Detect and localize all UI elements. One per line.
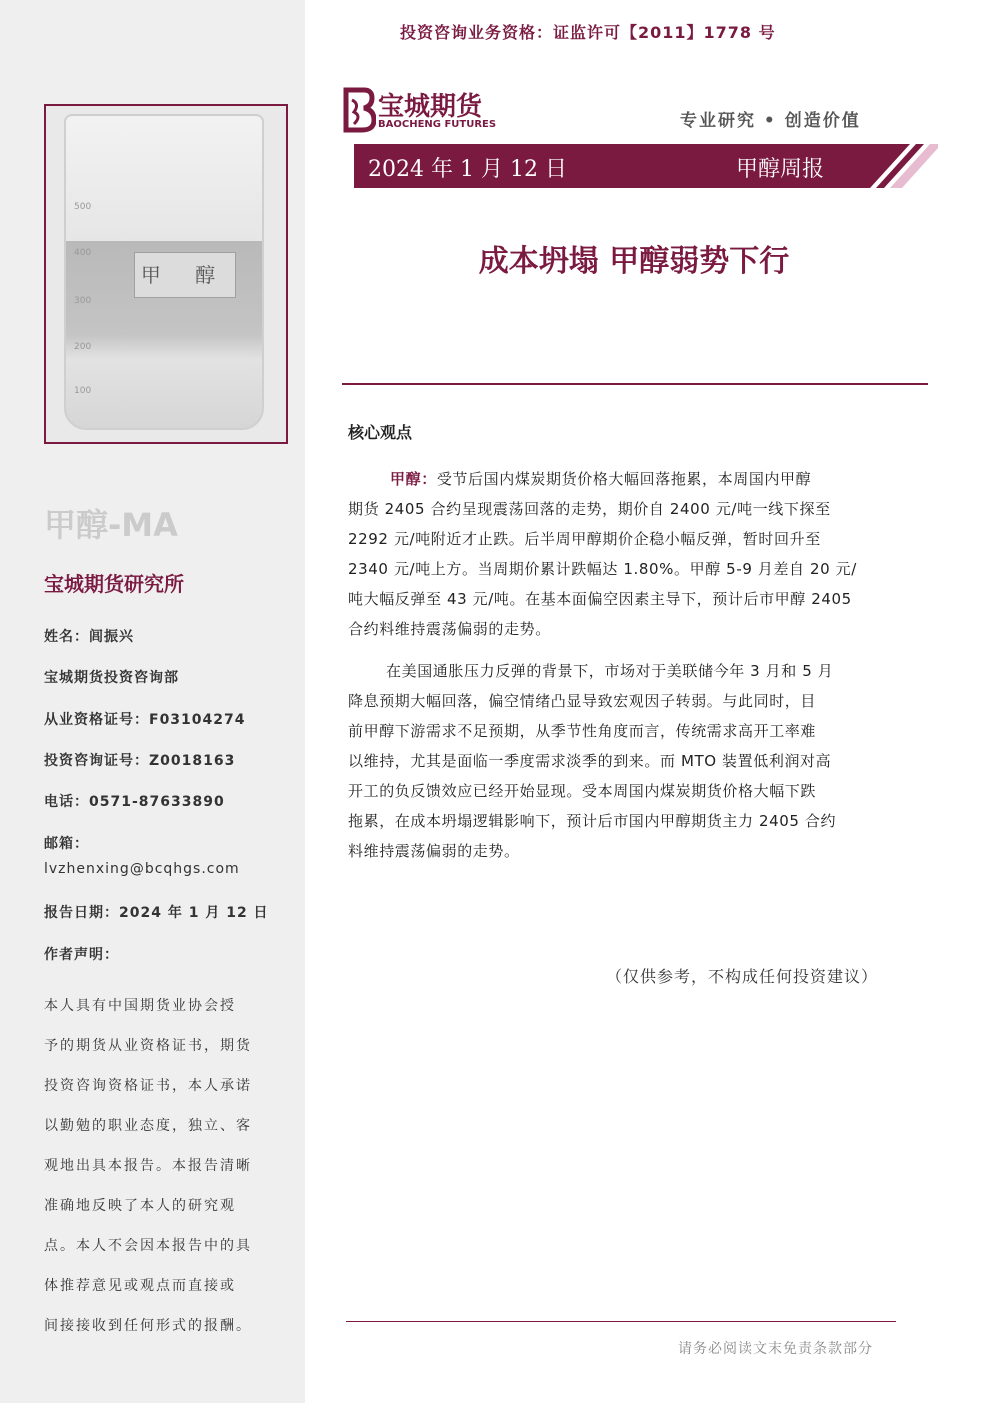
title-divider [342, 383, 928, 385]
paragraph-keyword: 甲醇： [390, 470, 437, 488]
email-address[interactable]: lvzhenxing@bcqhgs.com [44, 861, 240, 877]
product-code: 甲醇-MA [44, 506, 178, 544]
paragraph-line: 料维持震荡偏弱的走势。 [348, 842, 520, 860]
statement-line: 本人具有中国期货业协会授 [44, 998, 236, 1014]
footer-note: 请务必阅读文末免责条款部分 [678, 1341, 873, 1357]
paragraph-line: 2292 元/吨附近才止跌。后半周甲醇期价企稳小幅反弹，暂时回升至 [348, 530, 821, 548]
statement-line: 准确地反映了本人的研究观 [44, 1198, 236, 1214]
report-title: 成本坍塌 甲醇弱势下行 [478, 244, 790, 279]
paragraph-line: 开工的负反馈效应已经开始显现。受本周国内煤炭期货价格大幅下跌 [348, 782, 817, 800]
paragraph-line: 合约料维持震荡偏弱的走势。 [348, 620, 551, 638]
banner-date: 2024 年 1 月 12 日 [368, 157, 567, 182]
paragraph-line: 前甲醇下游需求不足预期，从季节性角度而言，传统需求高开工率难 [348, 722, 817, 740]
slogan: 专业研究 • 创造价值 [680, 111, 861, 131]
license-text: 投资咨询业务资格：证监许可【2011】1778 号 [400, 23, 776, 42]
section-title: 核心观点 [348, 423, 413, 442]
paragraph-line [348, 468, 904, 489]
methanol-photo [44, 104, 288, 444]
company-logo [342, 86, 512, 136]
statement-line: 投资咨询资格证书，本人承诺 [44, 1078, 252, 1094]
statement-line: 点。本人不会因本报告中的具 [44, 1238, 252, 1254]
statement-line: 间接接收到任何形式的报酬。 [44, 1318, 252, 1334]
logo-cn: 宝城期货 [378, 92, 483, 122]
report-banner [354, 144, 938, 188]
beaker-tick: 100 [74, 386, 92, 396]
logo-mark-icon [342, 86, 376, 134]
footer-divider [346, 1321, 896, 1322]
paragraph-line: 在美国通胀压力反弹的背景下，市场对于美联储今年 3 月和 5 月 [386, 662, 834, 680]
report-type: 甲醇周报 [736, 157, 825, 182]
phone: 电话：0571-87633890 [44, 794, 225, 810]
paragraph-line: 降息预期大幅回落，偏空情绪凸显导致宏观因子转弱。与此同时，目 [348, 692, 817, 710]
beaker-tick: 500 [74, 202, 92, 212]
author-name: 姓名：闾振兴 [44, 629, 134, 645]
qualification-number: 从业资格证号：F03104274 [44, 712, 246, 728]
department: 宝城期货投资咨询部 [44, 670, 179, 686]
statement-line: 予的期货从业资格证书，期货 [44, 1038, 252, 1054]
beaker-tick: 400 [74, 248, 92, 258]
email-label: 邮箱： [44, 836, 89, 852]
paragraph-line: 2340 元/吨上方。当周期价累计跌幅达 1.80%。甲醇 5-9 月差自 20 元/ [348, 560, 857, 578]
statement-line: 以勤勉的职业态度，独立、客 [44, 1118, 252, 1134]
paragraph-line: 期货 2405 合约呈现震荡回落的走势，期价自 2400 元/吨一线下探至 [348, 500, 831, 518]
statement-label: 作者声明： [44, 947, 119, 963]
report-date: 报告日期：2024 年 1 月 12 日 [44, 905, 269, 921]
beaker-tick: 200 [74, 342, 92, 352]
beaker-tick: 300 [74, 296, 92, 306]
beaker-image [64, 114, 264, 430]
paragraph-line: 拖累，在成本坍塌逻辑影响下，预计后市国内甲醇期货主力 2405 合约 [348, 812, 837, 830]
statement-line: 观地出具本报告。本报告清晰 [44, 1158, 252, 1174]
consult-cert-number: 投资咨询证号：Z0018163 [44, 753, 236, 769]
statement-line: 体推荐意见或观点而直接或 [44, 1278, 236, 1294]
institute-name: 宝城期货研究所 [44, 572, 184, 596]
beaker-label: 甲 醇 [134, 252, 236, 298]
paragraph-line: 吨大幅反弹至 43 元/吨。在基本面偏空因素主导下，预计后市甲醇 2405 [348, 590, 852, 608]
logo-en: BAOCHENG FUTURES [378, 119, 497, 130]
investment-disclaimer: （仅供参考，不构成任何投资建议） [606, 967, 879, 986]
paragraph-text: 受节后国内煤炭期货价格大幅回落拖累，本周国内甲醇 [436, 470, 812, 488]
paragraph-line: 以维持，尤其是面临一季度需求淡季的到来。而 MTO 装置低利润对高 [348, 752, 832, 770]
